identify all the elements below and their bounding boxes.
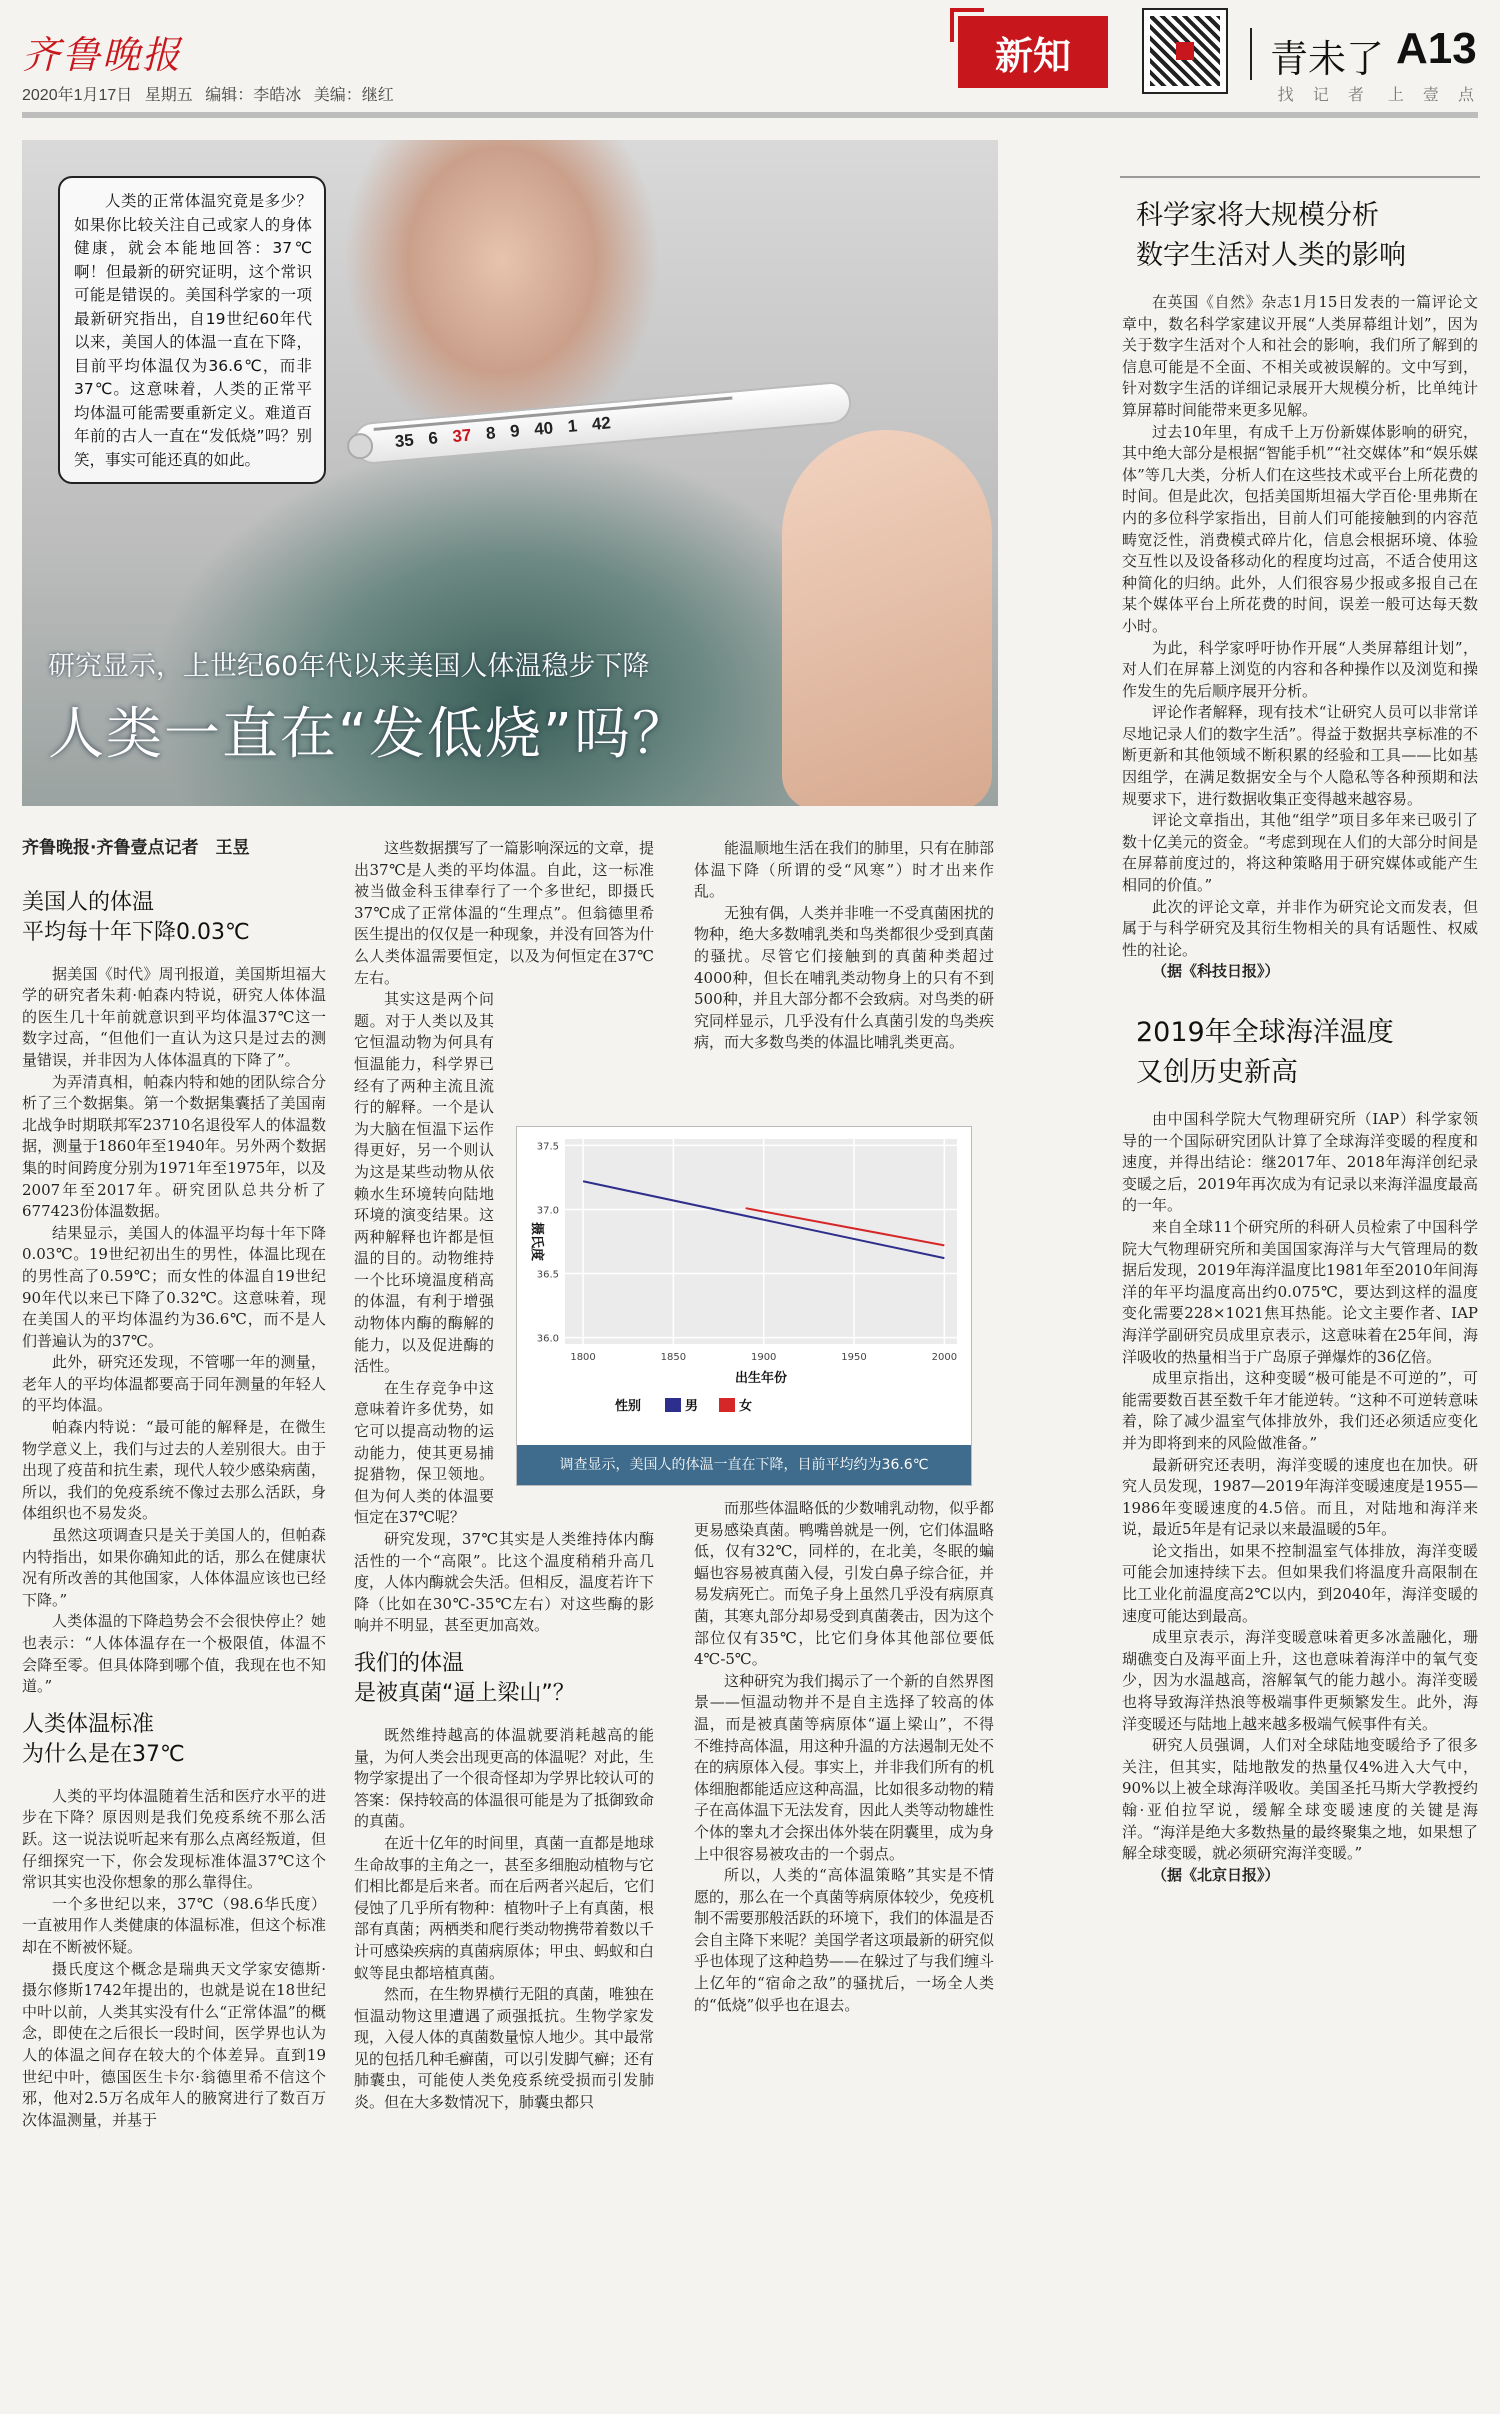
scale-label: 9 — [509, 421, 521, 442]
body-paragraph: 在生存竞争中这意味着许多优势，如它可以提高动物的运动能力，使其更易捕捉猎物，保卫领地。但为何人类的体温要恒定在37℃呢？ — [354, 1378, 494, 1527]
reporter-line: 找 记 者 上 壹 点 — [1277, 85, 1478, 104]
legend-label: 女 — [739, 1399, 753, 1414]
section-flag: 新知 — [958, 16, 1108, 88]
scale-label: 37 — [451, 425, 473, 447]
body-paragraph: 评论作者解释，现有技术“让研究人员可以非常详尽地记录人们的数字生活”。得益于数据共享标准的不断更新和其他领域不断积累的经验和工具——比如基因组学，在满足数据安全与个人隐私等各种预期和法规要求下，进行数据收集正变得越来越容易。 — [1122, 703, 1478, 808]
body-paragraph: 这种研究为我们揭示了一个新的自然界图景——恒温动物并不是自主选择了较高的体温，而是被真菌等病原体“逼上梁山”，不得不维持高体温，用这种升温的方法遏制无处不在的病原体入侵。事实上，并非我们所有的机体细胞都能适应这种高温，比如很多动物的精子在高体温下无法发育，因此人类等动物雄性个体的睾丸才会探出体外装在阴囊里，成为身上中很容易被攻击的一个弱点。 — [694, 1671, 995, 1863]
body-paragraph: 无独有偶，人类并非唯一不受真菌困扰的物种，绝大多数哺乳类和鸟类都很少受到真菌的骚扰。尽管它们接触到的真菌种类超过4000种，但长在哺乳类动物身上的只有不到500种，并且大部分都不会致病。对鸟类的研究同样显示，几乎没有什么真菌引发的鸟类疾病，而大多数鸟类的体温比哺乳类更高。 — [694, 903, 995, 1052]
body-paragraph: 成里京表示，海洋变暖意味着更多冰盖融化，珊瑚礁变白及海平面上升，这也意味着海洋中的氧气变少，因为水温越高，溶解氧气的能力越小。海洋变暖也将导致海洋热浪等极端事件更频繁发生。此外，海洋变暖还与陆地上越来越多极端气候事件有关。 — [1122, 1628, 1478, 1733]
scale-label: 40 — [533, 418, 554, 439]
body-paragraph: 而那些体温略低的少数哺乳动物，似乎都更易感染真菌。鸭嘴兽就是一例，它们体温略低，仅有32℃，同样的，在北美，冬眠的蝙蝠也容易被真菌入侵，引发白鼻子综合征，并易发病死亡。而兔子身上虽然几乎没有病原真菌，其寒丸部分却易受到真菌袭击，因为这个部位仅有35℃，比它们身体其他部位要低4℃-5℃。 — [694, 1499, 995, 1669]
byline: 齐鲁晚报·齐鲁壹点记者 王昱 — [22, 838, 250, 858]
body-paragraph: 既然维持越高的体温就要消耗越高的能量，为何人类会出现更高的体温呢？对此，生物学家提出了一个很奇怪却为学界比较认可的答案：保持较高的体温很可能是为了抵御致命的真菌。 — [354, 1725, 655, 1831]
scale-label: 6 — [427, 428, 439, 449]
body-paragraph: 一个多世纪以来，37℃（98.6华氏度）一直被用作人类健康的体温标准，但这个标准却在不断被怀疑。 — [22, 1894, 326, 1956]
y-tick-label: 37.5 — [536, 1141, 559, 1153]
legend-label: 男 — [685, 1399, 699, 1414]
body-paragraph: 人类的平均体温随着生活和医疗水平的进步在下降？原因则是我们免疫系统不那么活跃。这一说法说听起来有那么点离经叛道，但仔细探究一下，你会发现标准体温37℃这个常识其实也没你想象的那么靠得住。 — [22, 1786, 326, 1892]
body-paragraph: 在近十亿年的时间里，真菌一直都是地球生命故事的主角之一，甚至多细胞动植物与它们相比都是后来者。而在后两者兴起后，它们侵蚀了几乎所有物种：植物叶子上有真菌，根部有真菌；两栖类和爬行类动物携带着数以千计可感染疾病的真菌病原体；甲虫、蚂蚁和白蚁等昆虫都培植真菌。 — [354, 1833, 655, 1982]
body-paragraph: 来自全球11个研究所的科研人员检索了中国科学院大气物理研究所和美国国家海洋与大气管理局的数据后发现，2019年海洋温度比1981年至2010年间海洋的年平均温度高出约0.075℃，要达到这样的温度变化需要228×1021焦耳热能。论文主要作者、IAP海洋学副研究员成里京表示，这意味着在25年间，海洋吸收的热量相当于广岛原子弹爆炸的36亿倍。 — [1122, 1217, 1478, 1366]
body-paragraph: 研究人员强调，人们对全球陆地变暖给予了很多关注，但其实，陆地散发的热量仅4%进入大气中，90%以上被全球海洋吸收。美国圣托马斯大学教授约翰·亚伯拉罕说，缓解全球变暖速度的关键是海洋。“海洋是绝大多数热量的最终聚集之地，如果想了解全球变暖，就必须研究海洋变暖。” — [1122, 1736, 1478, 1863]
x-tick-label: 1950 — [841, 1352, 867, 1363]
top-rule — [22, 112, 1478, 118]
body-paragraph: 然而，在生物界横行无阻的真菌，唯独在恒温动物这里遭遇了顽强抵抗。生物学家发现，入侵人体的真菌数量惊人地少。其中最常见的包括几种毛癣菌，可以引发脚气癣；还有肺囊虫，可能使人类免疫系统受损而引发肺炎。但在大多数情况下，肺囊虫都只 — [354, 1985, 655, 2112]
section-subhead: 我们的体温 是被真菌“逼上梁山”？ — [354, 1650, 575, 1706]
right-story-title: 2019年全球海洋温度 又创历史新高 — [1136, 1017, 1394, 1088]
body-paragraph: 过去10年里，有成千上万份新媒体影响的研究，其中绝大部分是根据“智能手机”“社交媒体”和“娱乐媒体”等几大类，分析人们在这些技术或平台上所花费的时间。但是此次，包括美国斯坦福大学百伦·里弗斯在内的多位科学家指出，目前人们可能接触到的内容范畴宽泛性，消费模式碎片化，信息会根据环境、体验交互性以及设备移动化的程度均过高，不适合使用这种简化的归纳。此外，人们很容易少报或多报自己在某个媒体平台上所花费的时间，误差一般可达每天数小时。 — [1122, 422, 1478, 635]
body-paragraph: 这些数据撰写了一篇影响深远的文章，提出37℃是人类的平均体温。自此，这一标准被当做金科玉律奉行了一个多世纪，即摄氏37℃成了正常体温的“生理点”。但翁德里希医生提出的仅仅是一种现象，并没有回答为什么人类体温需要恒定，以及为何恒定在37℃左右。 — [354, 839, 655, 987]
right-top-rule — [1120, 176, 1480, 178]
scale-label: 8 — [485, 423, 497, 444]
headline-title: 人类一直在“发低烧”吗？ — [48, 702, 691, 767]
body-paragraph: 帕森内特说：“最可能的解释是，在微生物学意义上，我们与过去的人差别很大。由于出现了疫苗和抗生素，现代人较少感染病菌，所以，我们的免疫系统不像过去那么活跃，身体组织也不易发炎。 — [22, 1418, 326, 1523]
body-paragraph: 成里京指出，这种变暖“极可能是不可逆的”，可能需要数百甚至数千年才能逆转。“这种不可逆转意味着，除了减少温室气体排放外，我们还必须适应变化并为即将到来的风险做准备。” — [1122, 1369, 1478, 1452]
body-paragraph: 据美国《时代》周刊报道，美国斯坦福大学的研究者朱莉·帕森内特说，研究人体体温的医生几十年前就意识到平均体温37℃这一数字过高，“但他们一直认为这只是过去的测量错误，并非因为人体体温真的下降了”。 — [22, 964, 326, 1069]
body-paragraph: 虽然这项调查只是关于美国人的，但帕森内特指出，如果你确知此的话，那么在健康状况有所改善的其他国家，人体体温应该也已经下降。” — [22, 1526, 326, 1609]
newspaper-logo: 齐鲁晚报 — [22, 33, 183, 77]
qr-code-icon[interactable] — [1144, 10, 1226, 92]
section-name: 青未了 — [1270, 37, 1385, 81]
article-column-3 — [694, 838, 994, 1054]
chart-caption: 调查显示，美国人的体温一直在下降，目前平均约为36.6℃ — [517, 1445, 971, 1485]
body-paragraph: 能温顺地生活在我们的肺里，只有在肺部体温下降（所谓的受“风寒”）时才出来作乱。 — [694, 839, 995, 901]
hero-photo — [22, 140, 998, 806]
x-axis-label: 出生年份 — [734, 1371, 788, 1386]
article-column-3-lower — [694, 1498, 994, 2016]
y-tick-label: 36.5 — [536, 1269, 559, 1281]
right-column — [1122, 196, 1478, 1886]
issue-date: 2020年1月17日 — [22, 87, 133, 104]
hand-image — [782, 430, 992, 806]
body-paragraph: 此外，研究还发现，不管哪一年的测量，老年人的平均体温都要高于同年测量的年轻人的平均体温。 — [22, 1353, 326, 1415]
thermometer-image — [351, 380, 853, 465]
story-credit: （据《科技日报》） — [1152, 962, 1280, 981]
y-tick-label: 36.0 — [536, 1333, 559, 1345]
body-paragraph: 摄氏度这个概念是瑞典天文学家安德斯·摄尔修斯1742年提出的，也就是说在18世纪中叶以前，人类其实没有什么“正常体温”的概念，即使在之后很长一段时间，医学界也认为人的体温之间存在较大的个体差异。直到19世纪中叶，德国医生卡尔·翁德里希不信这个邪，他对2.5万名成年人的腋窝进行了数百万次体温测量，并基于 — [22, 1959, 326, 2129]
legend-swatch — [719, 1398, 735, 1412]
scale-label: 35 — [394, 430, 415, 452]
right-story-title: 科学家将大规模分析 数字生活对人类的影响 — [1136, 200, 1406, 271]
dateline — [22, 82, 394, 105]
legend-title: 性别 — [615, 1399, 642, 1414]
issue-weekday: 星期五 — [144, 87, 193, 104]
body-paragraph: 结果显示，美国人的体温平均每十年下降0.03℃。19世纪初出生的男性，体温比现在的男性高了0.59℃；而女性的体温自19世纪90年代以来已下降了0.32℃。这意味着，现在美国人的平均体温约为36.6℃，而不是人们普遍认为的37℃。 — [22, 1223, 326, 1350]
body-paragraph: 由中国科学院大气物理研究所（IAP）科学家领导的一个国际研究团队计算了全球海洋变暖的程度和速度，并得出结论：继2017年、2018年海洋创纪录变暖之后，2019年再次成为有记录以来海洋温度最高的一年。 — [1122, 1110, 1478, 1215]
headline-subtitle: 研究显示，上世纪60年代以来美国人体温稳步下降 — [48, 651, 650, 682]
x-tick-label: 1850 — [660, 1352, 687, 1363]
section-subhead: 人类体温标准 为什么是在37℃ — [22, 1711, 185, 1767]
section-subhead: 美国人的体温 平均每十年下降0.03℃ — [22, 889, 250, 945]
body-paragraph: 在英国《自然》杂志1月15日发表的一篇评论文章中，数名科学家建议开展“人类屏幕组计划”，因为关于数字生活对个人和社会的影响，我们所了解到的信息可能是不全面、不相关或被误解的。文中写到，针对数字生活的详细记录展开大规模分析，比单纯计算屏幕时间能带来更多见解。 — [1122, 293, 1478, 419]
intro-box: 人类的正常体温究竟是多少？如果你比较关注自己或家人的身体健康，就会本能地回答：37℃啊！但最新的研究证明，这个常识可能是错误的。美国科学家的一项最新研究指出，自19世纪60年代以来，美国人的体温一直在下降，目前平均体温仅为36.6℃，而非37℃。这意味着，人类的正常平均体温可能需要重新定义。难道百年前的古人一直在“发低烧”吗？别笑，事实可能还真的如此。 — [58, 176, 326, 484]
page-number: A13 — [1396, 24, 1477, 73]
body-paragraph: 其实这是两个问题。对于人类以及其它恒温动物为何具有恒温能力，科学界已经有了两种主流且流行的解释。一个是认为大脑在恒温下运作得更好，另一个则认为这是某些动物从依赖水生环境转向陆地环境的演变结果。这两种解释也许都是恒温的目的。动物维持一个比环境温度稍高的体温，有利于增强动物体内酶的酶解的能力，以及促进酶的活性。 — [354, 990, 494, 1376]
plot-area — [565, 1139, 957, 1344]
thermometer-bulb — [346, 432, 374, 460]
body-paragraph: 此次的评论文章，并非作为研究论文而发表，但属于与科学研究及其衍生物相关的具有话题性、权威性的社论。 — [1122, 897, 1478, 959]
x-tick-label: 1900 — [750, 1352, 777, 1363]
body-paragraph: 最新研究还表明，海洋变暖的速度也在加快。研究人员发现，1987—2019年海洋变暖速度是1955—1986年变暖速度的4.5倍。而且，对陆地和海洋来说，最近5年是有记录以来最温暖的5年。 — [1122, 1455, 1478, 1539]
y-axis-label: 摄氏度 — [529, 1221, 544, 1262]
editor-credit: 编辑：李皓冰 — [205, 87, 302, 104]
chart-svg — [517, 1127, 973, 1447]
temperature-chart — [516, 1126, 972, 1486]
story-credit: （据《北京日报》） — [1152, 1865, 1280, 1884]
x-tick-label: 1800 — [570, 1352, 596, 1363]
y-tick-label: 37.0 — [536, 1205, 559, 1217]
designer-credit: 美编：继红 — [313, 87, 394, 104]
body-paragraph: 所以，人类的“高体温策略”其实是不情愿的，那么在一个真菌等病原体较少，免疫机制不需要那般活跃的环境下，我们的体温是否会自主降下来呢？美国学者这项最新的研究似乎也体现了这种趋势——在躲过了与我们缠斗上亿年的“宿命之敌”的骚扰后，一场全人类的“低烧”似乎也在退去。 — [694, 1866, 995, 2014]
body-paragraph: 为弄清真相，帕森内特和她的团队综合分析了三个数据集。第一个数据集囊括了美国南北战争时期联邦军23710名退役军人的体温数据，测量于1860年至1940年。另外两个数据集的时间跨度分别为1971年至1975年，以及2007年至2017年。研究团队总共分析了677423份体温数据。 — [22, 1072, 326, 1221]
body-paragraph: 论文指出，如果不控制温室气体排放，海洋变暖可能会加速持续下去。但如果我们将温度升高限制在比工业化前温度高2℃以内，到2040年，海洋变暖的速度可能达到最高。 — [1122, 1541, 1478, 1625]
x-tick-label: 2000 — [931, 1352, 958, 1363]
body-paragraph: 研究发现，37℃其实是人类维持体内酶活性的一个“高限”。比这个温度稍稍升高几度，人体内酶就会失活。但相反，温度若许下降（比如在30℃-35℃左右）对这些酶的影响并不明显，甚至更加高效。 — [354, 1530, 655, 1635]
body-paragraph: 评论文章指出，其他“组学”项目多年来已吸引了数十亿美元的资金。“考虑到现在人们的大部分时间是在屏幕前度过的，将这种策略用于研究媒体或能产生相同的价值。” — [1122, 811, 1478, 895]
masthead-divider — [1250, 28, 1252, 80]
body-paragraph: 为此，科学家呼吁协作开展“人类屏幕组计划”，对人们在屏幕上浏览的内容和各种操作以及浏览和操作发生的先后顺序展开分析。 — [1122, 638, 1478, 700]
masthead — [0, 0, 1500, 130]
scale-label: 1 — [566, 416, 579, 436]
article-column-1 — [22, 838, 326, 2131]
body-paragraph: 人类体温的下降趋势会不会很快停止？她也表示：“人体体温存在一个极限值，体温不会降至零。但具体降到哪个值，我现在也不知道。” — [22, 1612, 326, 1696]
legend-swatch — [665, 1398, 681, 1412]
scale-label: 42 — [591, 413, 612, 434]
